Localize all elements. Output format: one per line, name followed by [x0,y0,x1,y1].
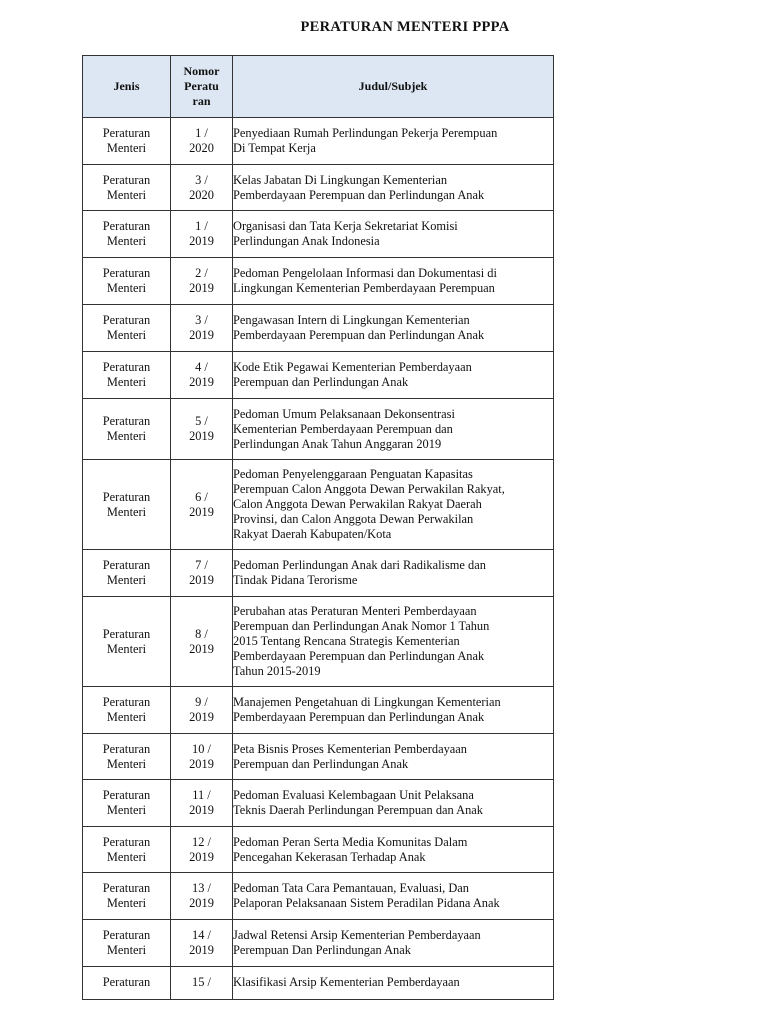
cell-judul: Pedoman Umum Pelaksanaan Dekonsentrasi Kementerian Pemberdayaan Perempuan dan Perlindungan Anak Tahun Anggaran 2019 [233,399,554,460]
cell-judul: Kode Etik Pegawai Kementerian Pemberdayaan Perempuan dan Perlindungan Anak [233,352,554,399]
cell-jenis: Peraturan Menteri [83,687,171,734]
cell-judul: Pengawasan Intern di Lingkungan Kementerian Pemberdayaan Perempuan dan Perlindungan Anak [233,305,554,352]
cell-nomor: 8 / 2019 [171,597,233,687]
cell-jenis: Peraturan Menteri [83,165,171,211]
table-row [83,211,554,258]
table-row [83,352,554,399]
table-row [83,258,554,305]
cell-jenis: Peraturan Menteri [83,399,171,460]
table-row [83,734,554,780]
cell-jenis: Peraturan Menteri [83,873,171,920]
cell-nomor: 14 / 2019 [171,920,233,967]
cell-judul: Pedoman Peran Serta Media Komunitas Dalam Pencegahan Kekerasan Terhadap Anak [233,827,554,873]
cell-judul: Klasifikasi Arsip Kementerian Pemberdayaan [233,967,554,1000]
cell-jenis: Peraturan Menteri [83,827,171,873]
table-row [83,827,554,873]
table-row [83,305,554,352]
cell-nomor: 6 / 2019 [171,460,233,550]
cell-nomor: 12 / 2019 [171,827,233,873]
cell-jenis: Peraturan [83,967,171,1000]
cell-nomor: 5 / 2019 [171,399,233,460]
cell-jenis: Peraturan Menteri [83,352,171,399]
cell-judul: Pedoman Evaluasi Kelembagaan Unit Pelaksana Teknis Daerah Perlindungan Perempuan dan Anak [233,780,554,827]
table-row [83,780,554,827]
cell-judul: Pedoman Perlindungan Anak dari Radikalisme dan Tindak Pidana Terorisme [233,550,554,597]
cell-jenis: Peraturan Menteri [83,920,171,967]
table-row [83,687,554,734]
cell-nomor: 15 / [171,967,233,1000]
cell-nomor: 3 / 2019 [171,305,233,352]
header-jenis: Jenis [83,56,171,118]
cell-judul: Pedoman Tata Cara Pemantauan, Evaluasi, Dan Pelaporan Pelaksanaan Sistem Peradilan Pidana Anak [233,873,554,920]
cell-jenis: Peraturan Menteri [83,780,171,827]
cell-nomor: 11 / 2019 [171,780,233,827]
table-row [83,873,554,920]
cell-nomor: 7 / 2019 [171,550,233,597]
cell-jenis: Peraturan Menteri [83,118,171,165]
cell-jenis: Peraturan Menteri [83,734,171,780]
table-row [83,399,554,460]
cell-judul: Perubahan atas Peraturan Menteri Pemberdayaan Perempuan dan Perlindungan Anak Nomor 1 Tahun 2015 Tentang Rencana Strategis Kementerian Pemberdayaan Perempuan dan Perlindungan Anak Tahun 2015-2019 [233,597,554,687]
cell-nomor: 3 / 2020 [171,165,233,211]
cell-judul: Organisasi dan Tata Kerja Sekretariat Komisi Perlindungan Anak Indonesia [233,211,554,258]
cell-judul: Penyediaan Rumah Perlindungan Pekerja Perempuan Di Tempat Kerja [233,118,554,165]
cell-jenis: Peraturan Menteri [83,211,171,258]
cell-judul: Manajemen Pengetahuan di Lingkungan Kementerian Pemberdayaan Perempuan dan Perlindungan Anak [233,687,554,734]
table-row [83,165,554,211]
table-row [83,460,554,550]
cell-nomor: 1 / 2019 [171,211,233,258]
table-row [83,967,554,1000]
table-row [83,920,554,967]
cell-jenis: Peraturan Menteri [83,597,171,687]
table-header-row [83,56,554,118]
cell-nomor: 10 / 2019 [171,734,233,780]
cell-jenis: Peraturan Menteri [83,550,171,597]
cell-judul: Jadwal Retensi Arsip Kementerian Pemberdayaan Perempuan Dan Perlindungan Anak [233,920,554,967]
cell-jenis: Peraturan Menteri [83,305,171,352]
cell-nomor: 4 / 2019 [171,352,233,399]
cell-jenis: Peraturan Menteri [83,258,171,305]
table-row [83,597,554,687]
cell-jenis: Peraturan Menteri [83,460,171,550]
cell-nomor: 9 / 2019 [171,687,233,734]
table-row [83,118,554,165]
cell-judul: Peta Bisnis Proses Kementerian Pemberdayaan Perempuan dan Perlindungan Anak [233,734,554,780]
cell-judul: Pedoman Penyelenggaraan Penguatan Kapasitas Perempuan Calon Anggota Dewan Perwakilan Rakyat, Calon Anggota Dewan Perwakilan Rakyat Daerah Provinsi, dan Calon Anggota Dewan Perwakilan Rakyat Daerah Kabupaten/Kota [233,460,554,550]
cell-nomor: 1 / 2020 [171,118,233,165]
cell-nomor: 13 / 2019 [171,873,233,920]
table-row [83,550,554,597]
cell-judul: Kelas Jabatan Di Lingkungan Kementerian Pemberdayaan Perempuan dan Perlindungan Anak [233,165,554,211]
cell-judul: Pedoman Pengelolaan Informasi dan Dokumentasi di Lingkungan Kementerian Pemberdayaan Perempuan [233,258,554,305]
page-title: PERATURAN MENTERI PPPA [300,19,510,35]
regulations-table [82,55,554,1000]
header-judul: Judul/Subjek [233,56,554,118]
cell-nomor: 2 / 2019 [171,258,233,305]
header-nomor: Nomor Peratu ran [171,56,233,118]
